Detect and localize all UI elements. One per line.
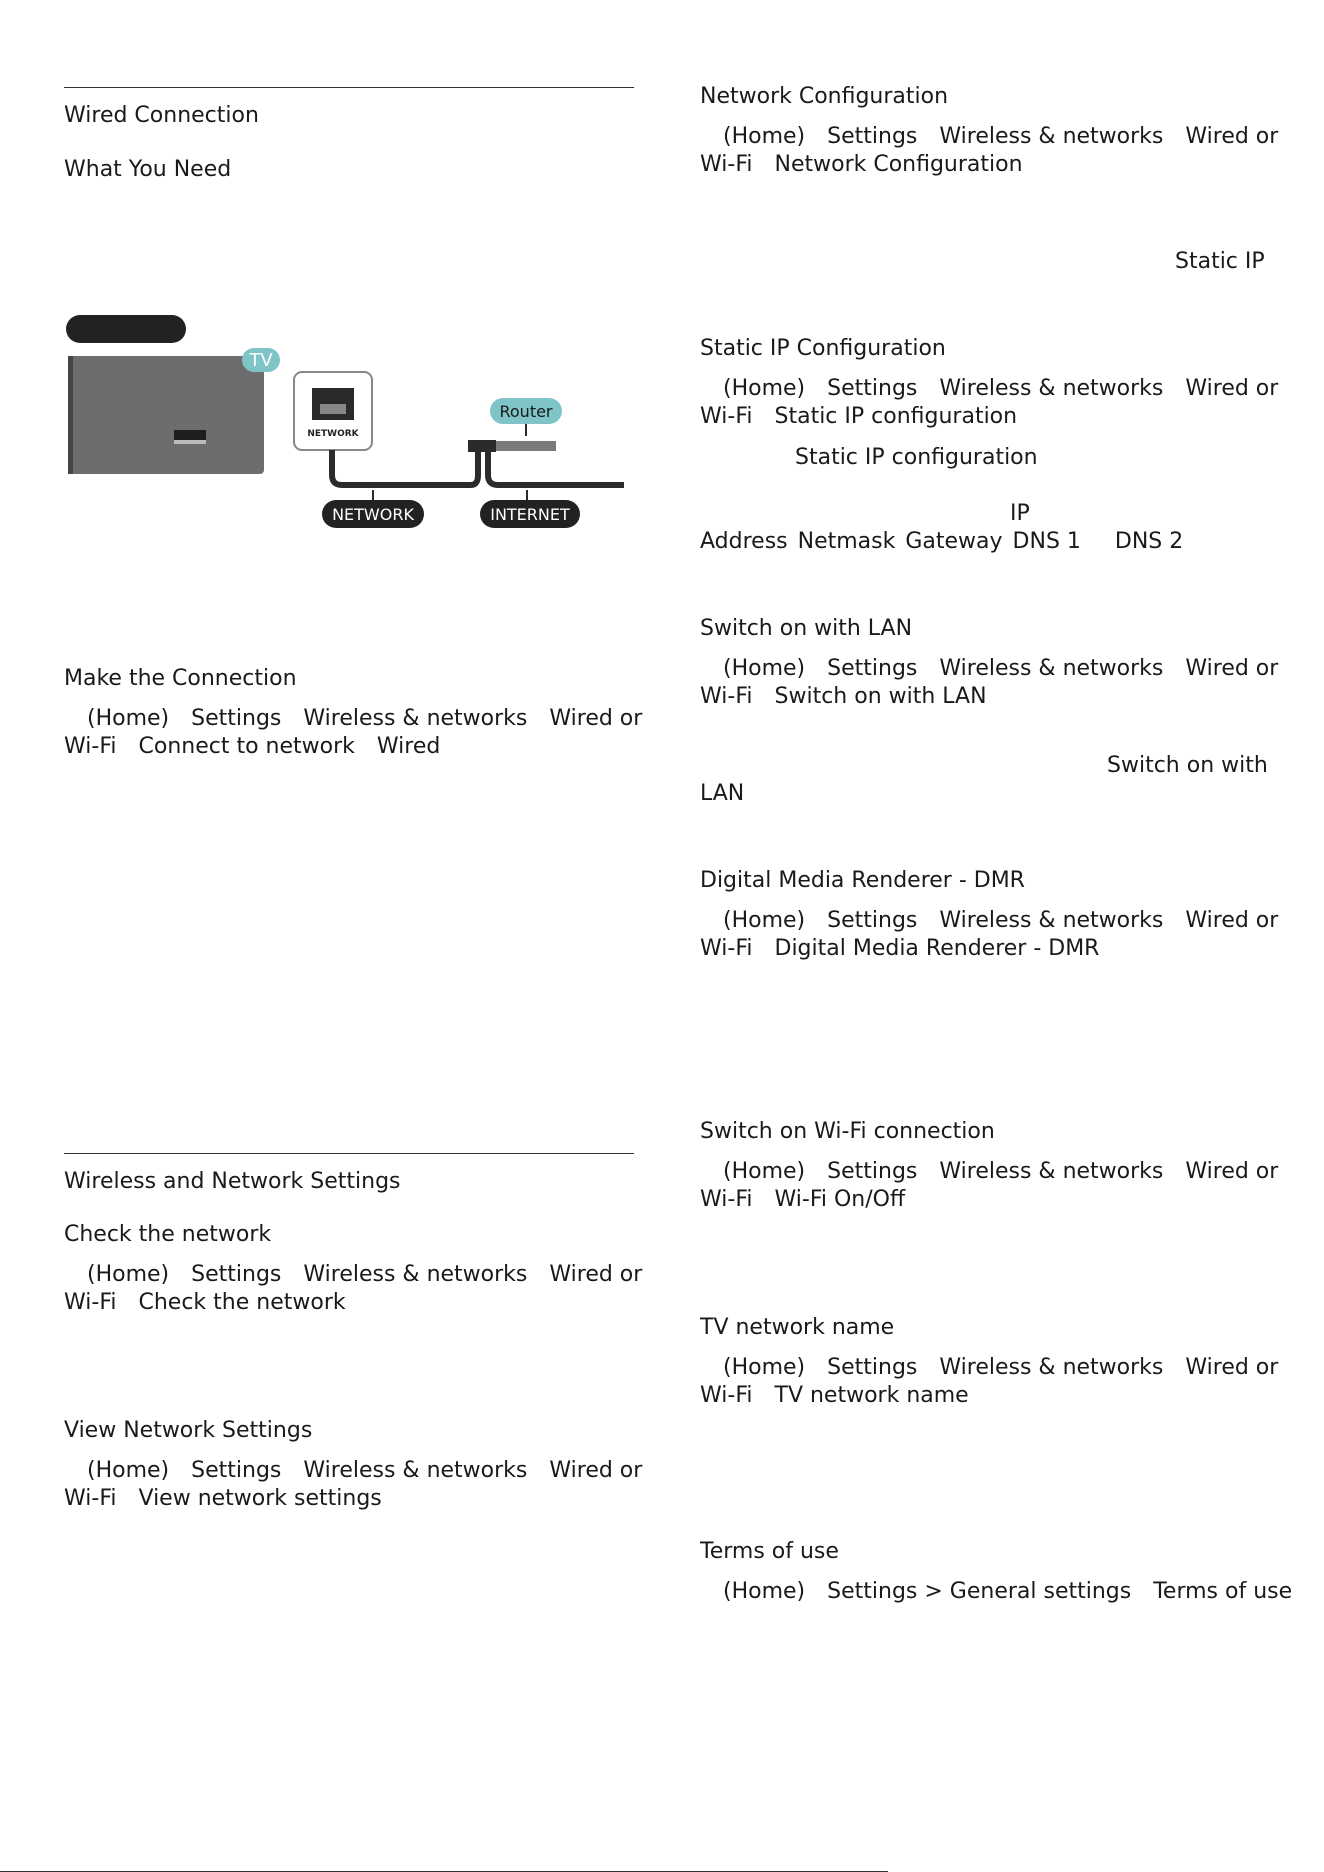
menu-path-cont: Wi-Fi Connect to network Wired: [64, 734, 441, 759]
menu-path-cont: Wi-Fi Wi-Fi On/Off: [700, 1187, 906, 1212]
network-port-label: NETWORK: [307, 429, 359, 439]
menu-path: (Home) Settings Wireless & networks Wired or: [723, 1159, 1279, 1184]
menu-path-cont: Wi-Fi TV network name: [700, 1383, 969, 1408]
menu-path: (Home) Settings Wireless & networks Wired or: [723, 124, 1279, 149]
menu-path: (Home) Settings Wireless & networks Wired or: [87, 706, 643, 731]
menu-path: (Home) Settings Wireless & networks Wired or: [723, 1355, 1279, 1380]
menu-path: (Home) Settings Wireless & networks Wired or: [723, 908, 1279, 933]
section-title-wired: Wired Connection: [64, 103, 259, 128]
menu-path-cont: Wi-Fi Static IP configuration: [700, 404, 1018, 429]
router-label: Router: [499, 402, 553, 421]
menu-path-cont: Wi-Fi Switch on with LAN: [700, 684, 987, 709]
menu-path-cont: Wi-Fi Check the network: [64, 1290, 346, 1315]
heading-network-config: Network Configuration: [700, 84, 949, 109]
heading-view-network: View Network Settings: [64, 1418, 313, 1443]
menu-path: (Home) Settings Wireless & networks Wired or: [87, 1458, 643, 1483]
internet-tag-label: INTERNET: [490, 505, 570, 524]
switch-lan-note: Switch on with: [1107, 753, 1268, 778]
heading-switch-lan: Switch on with LAN: [700, 616, 913, 641]
heading-check-network: Check the network: [64, 1222, 272, 1247]
menu-path-cont: Wi-Fi View network settings: [64, 1486, 382, 1511]
static-ip-fields: Address Netmask Gateway DNS 1 DNS 2: [700, 529, 1184, 554]
tv-body: [68, 356, 264, 474]
router-bar: [496, 441, 556, 451]
cable-network: [332, 450, 478, 485]
menu-path: (Home) Settings Wireless & networks Wired or: [87, 1262, 643, 1287]
heading-terms: Terms of use: [700, 1539, 839, 1564]
heading-wifi: Switch on Wi-Fi connection: [700, 1119, 995, 1144]
static-ip-note: Static IP: [1175, 249, 1265, 274]
heading-what-you-need: What You Need: [64, 157, 232, 182]
static-ip-sub: Static IP configuration: [795, 445, 1038, 470]
menu-path: (Home) Settings Wireless & networks Wired or: [723, 376, 1279, 401]
tv-label: TV: [249, 350, 273, 371]
router-plug: [468, 440, 496, 452]
heading-make-connection: Make the Connection: [64, 666, 297, 691]
wired-connection-diagram: [64, 310, 634, 540]
menu-path: (Home) Settings > General settings Terms of use: [723, 1579, 1293, 1604]
section-title-wireless: Wireless and Network Settings: [64, 1169, 401, 1194]
ip-label: IP: [1010, 501, 1030, 526]
menu-path-cont: Wi-Fi Digital Media Renderer - DMR: [700, 936, 1100, 961]
network-tag-label: NETWORK: [332, 505, 414, 524]
heading-tv-name: TV network name: [700, 1315, 895, 1340]
menu-path: (Home) Settings Wireless & networks Wired or: [723, 656, 1279, 681]
section-rule: [64, 1153, 634, 1154]
cable-internet: [488, 452, 624, 485]
heading-static-ip: Static IP Configuration: [700, 336, 946, 361]
section-rule: [64, 87, 634, 88]
menu-path-cont: Wi-Fi Network Configuration: [700, 152, 1023, 177]
switch-lan-note-cont: LAN: [700, 781, 745, 806]
heading-dmr: Digital Media Renderer - DMR: [700, 868, 1025, 893]
tv-stand-bar: [66, 315, 186, 343]
